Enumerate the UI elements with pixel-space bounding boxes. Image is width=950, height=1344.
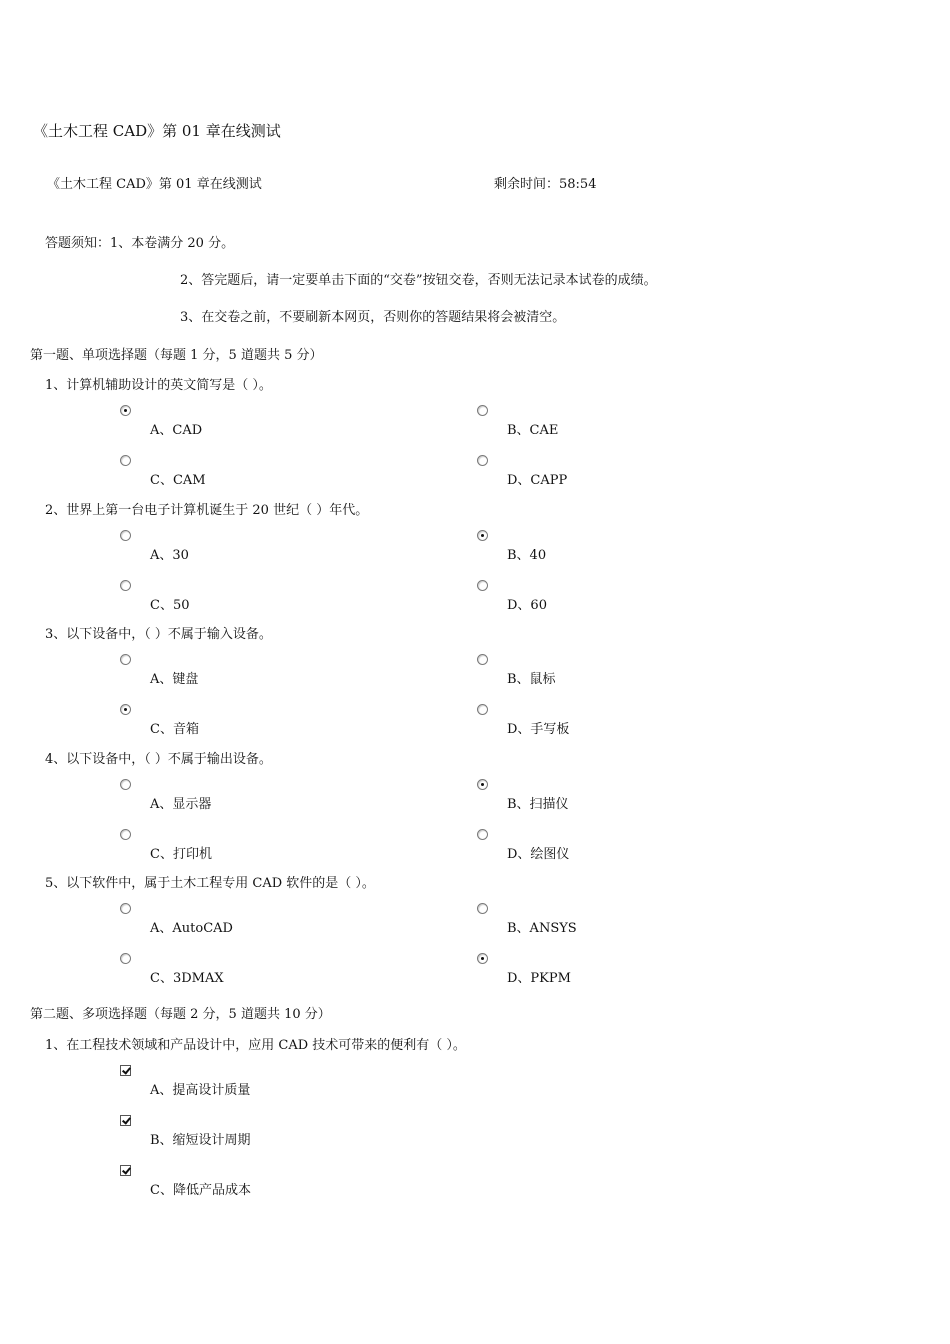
- option-label: D、60: [507, 598, 547, 613]
- option-label: C、3DMAX: [150, 971, 224, 986]
- option-label: A、键盘: [150, 672, 199, 687]
- option-label: B、缩短设计周期: [150, 1133, 251, 1148]
- option-radio[interactable]: [120, 704, 131, 715]
- quiz-subtitle: 《土木工程 CAD》第 01 章在线测试: [47, 177, 262, 192]
- option-radio[interactable]: [477, 903, 488, 914]
- option-radio[interactable]: [477, 455, 488, 466]
- option-label: B、扫描仪: [507, 797, 569, 812]
- instruction-3: 3、在交卷之前，不要刷新本网页，否则你的答题结果将会被清空。: [180, 310, 566, 325]
- question-text: 5、以下软件中，属于土木工程专用 CAD 软件的是（ ）。: [45, 876, 375, 891]
- option-label: C、50: [150, 598, 190, 613]
- option-label: A、AutoCAD: [150, 921, 233, 936]
- option-radio[interactable]: [477, 953, 488, 964]
- option-label: D、CAPP: [507, 473, 568, 488]
- option-radio[interactable]: [120, 903, 131, 914]
- option-radio[interactable]: [477, 779, 488, 790]
- option-radio[interactable]: [120, 779, 131, 790]
- question-text: 2、世界上第一台电子计算机诞生于 20 世纪（ ）年代。: [45, 503, 369, 518]
- option-radio[interactable]: [477, 530, 488, 541]
- option-radio[interactable]: [477, 829, 488, 840]
- option-radio[interactable]: [477, 405, 488, 416]
- option-label: A、CAD: [150, 423, 203, 438]
- option-label: D、绘图仪: [507, 847, 570, 862]
- option-label: B、40: [507, 548, 547, 563]
- option-label: B、CAE: [507, 423, 559, 438]
- question-text: 1、计算机辅助设计的英文简写是（ ）。: [45, 378, 272, 393]
- section-multiple-choice-heading: 第二题、多项选择题（每题 2 分，5 道题共 10 分）: [30, 1007, 331, 1022]
- instruction-2: 2、答完题后，请一定要单击下面的“交卷”按钮交卷，否则无法记录本试卷的成绩。: [180, 273, 657, 288]
- instruction-1: 答题须知：1、本卷满分 20 分。: [45, 236, 235, 251]
- option-label: D、手写板: [507, 722, 570, 737]
- option-radio[interactable]: [477, 654, 488, 665]
- option-label: A、提高设计质量: [150, 1083, 251, 1098]
- question-text: 3、以下设备中，（ ）不属于输入设备。: [45, 627, 272, 642]
- option-radio[interactable]: [120, 580, 131, 591]
- option-label: C、音箱: [150, 722, 199, 737]
- option-label: B、ANSYS: [507, 921, 577, 936]
- option-radio[interactable]: [120, 654, 131, 665]
- option-label: D、PKPM: [507, 971, 571, 986]
- remaining-time: 剩余时间：58:54: [494, 177, 597, 192]
- option-label: C、CAM: [150, 473, 206, 488]
- option-label: A、显示器: [150, 797, 212, 812]
- option-checkbox[interactable]: [120, 1165, 131, 1176]
- option-label: B、鼠标: [507, 672, 556, 687]
- option-radio[interactable]: [120, 405, 131, 416]
- question-text: 1、在工程技术领域和产品设计中，应用 CAD 技术可带来的便利有（ ）。: [45, 1038, 466, 1053]
- option-radio[interactable]: [120, 953, 131, 964]
- section-single-choice-heading: 第一题、单项选择题（每题 1 分，5 道题共 5 分）: [30, 348, 323, 363]
- option-checkbox[interactable]: [120, 1115, 131, 1126]
- option-radio[interactable]: [477, 704, 488, 715]
- option-label: C、降低产品成本: [150, 1183, 251, 1198]
- question-text: 4、以下设备中，（ ）不属于输出设备。: [45, 752, 272, 767]
- page-title: 《土木工程 CAD》第 01 章在线测试: [33, 122, 281, 140]
- option-radio[interactable]: [120, 829, 131, 840]
- option-label: C、打印机: [150, 847, 212, 862]
- option-radio[interactable]: [120, 455, 131, 466]
- option-label: A、30: [150, 548, 189, 563]
- option-radio[interactable]: [120, 530, 131, 541]
- option-radio[interactable]: [477, 580, 488, 591]
- option-checkbox[interactable]: [120, 1065, 131, 1076]
